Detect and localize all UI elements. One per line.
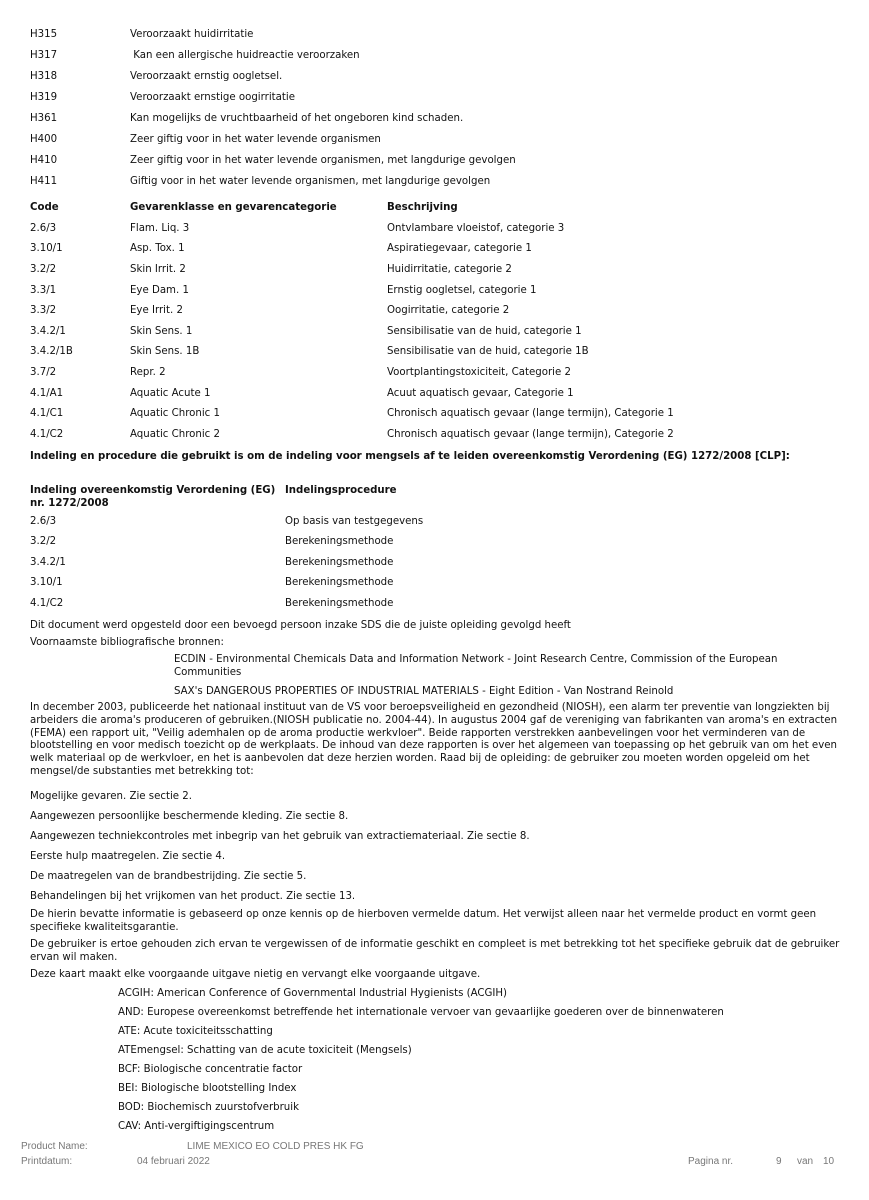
table-row (30, 536, 850, 556)
disclaimer-text: De hierin bevatte informatie is gebaseerd op onze kennis op de hierboven vermelde datum. Het verwijst alleen naar het vermelde product en vormt geen specifieke kwaliteitsgarantie. (30, 909, 817, 933)
table-cell: 3.2/2 (30, 264, 57, 275)
table-row (30, 557, 850, 577)
abbreviation-item: AND: Europese overeenkomst betreffende het internationale vervoer van gevaarlijke goederen over de binnenwateren (118, 1007, 724, 1018)
header-code: Code (30, 202, 59, 213)
table-row (30, 598, 850, 618)
table-cell: Op basis van testgegevens (285, 516, 424, 527)
table-row (30, 285, 850, 305)
table-cell: Berekeningsmethode (285, 598, 394, 609)
hazard-code: H411 (30, 176, 58, 187)
table-cell: Flam. Liq. 3 (130, 223, 190, 234)
table-cell: 3.4.2/1 (30, 557, 66, 568)
table-row (30, 264, 850, 284)
header-class: Gevarenklasse en gevarencategorie (130, 202, 337, 213)
hazard-text: Veroorzaakt huidirritatie (130, 29, 254, 40)
table-cell: 3.7/2 (30, 367, 57, 378)
training-item: Aangewezen persoonlijke beschermende kleding. Zie sectie 8. (30, 811, 349, 822)
sources-label: Voornaamste bibliografische bronnen: (30, 637, 224, 648)
hazard-text: Giftig voor in het water levende organismen, met langdurige gevolgen (130, 176, 491, 187)
table-cell: Aspiratiegevaar, categorie 1 (387, 243, 532, 254)
hazard-text: Kan een allergische huidreactie veroorzaken (130, 50, 360, 61)
table-cell: Skin Irrit. 2 (130, 264, 186, 275)
abbreviation-item: BOD: Biochemisch zuurstofverbruik (118, 1102, 299, 1113)
abbreviation-item: ATE: Acute toxiciteitsschatting (118, 1026, 273, 1037)
hazard-code: H410 (30, 155, 58, 166)
table-cell: Oogirritatie, categorie 2 (387, 305, 510, 316)
abbreviation-item: BCF: Biologische concentratie factor (118, 1064, 303, 1075)
table-cell: 2.6/3 (30, 516, 57, 527)
footer-product-name: LIME MEXICO EO COLD PRES HK FG (187, 1141, 364, 1152)
table-cell: 3.10/1 (30, 577, 63, 588)
hazard-code: H318 (30, 71, 58, 82)
source-sax: SAX's DANGEROUS PROPERTIES OF INDUSTRIAL MATERIALS - Eight Edition - Van Nostrand Reinold (174, 686, 674, 697)
table-row (30, 223, 850, 243)
niosh-paragraph: In december 2003, publiceerde het nationaal instituut van de VS voor beroepsveiligheid en gezondheid (NIOSH), een alarm ter preventie van longziekten bij arbeiders die aroma's produceren of gebruiken.(NIOSH publicatie no. 2004-44). In augustus 2004 gaf de vereniging van fabrikanten van aroma's en extracten (FEMA) een rapport uit, "Veilig ademhalen op de aroma productie werkvloer". Beide rapporten verstrekken aanbevelingen voor het verminderen van de blootstelling en voor medisch toezicht op de werkplaats. De inhoud van deze rapporten is over het algemeen van toepassing op het gebruik van om het even welk materiaal op de werkvloer, en het is aanbevolen dat deze herzien worden. Raad bij de opleiding: de gebruiker zou moeten worden opgeleid om het mengsel/de substanties met betrekking tot: (30, 702, 838, 777)
hazard-statement (30, 155, 850, 175)
table-cell: Aquatic Chronic 2 (130, 429, 220, 440)
table-row (30, 243, 850, 263)
table-cell: 4.1/C2 (30, 429, 64, 440)
table-cell: Skin Sens. 1 (130, 326, 193, 337)
footer-print-label: Printdatum: (21, 1156, 73, 1167)
table-cell: 3.3/2 (30, 305, 57, 316)
table-cell: Sensibilisatie van de huid, categorie 1 (387, 326, 582, 337)
footer-page-current: 9 (776, 1156, 782, 1167)
footer-page-of: van (797, 1156, 814, 1167)
table-cell: Repr. 2 (130, 367, 166, 378)
hazard-statement (30, 71, 850, 91)
table-cell: Skin Sens. 1B (130, 346, 200, 357)
table-cell: 3.2/2 (30, 536, 57, 547)
table-cell: Eye Dam. 1 (130, 285, 189, 296)
hazard-text: Zeer giftig voor in het water levende organismen, met langdurige gevolgen (130, 155, 516, 166)
training-item: Eerste hulp maatregelen. Zie sectie 4. (30, 851, 226, 862)
table-cell: Eye Irrit. 2 (130, 305, 183, 316)
class-table-header (30, 202, 850, 222)
source-ecdin: ECDIN - Environmental Chemicals Data and Information Network - Joint Research Centre, Commission of the European Communities (174, 654, 778, 678)
table-cell: Chronisch aquatisch gevaar (lange termijn), Categorie 1 (387, 408, 674, 419)
hazard-statement (30, 50, 850, 70)
footer-page-label: Pagina nr. (688, 1156, 734, 1167)
training-item: Behandelingen bij het vrijkomen van het product. Zie sectie 13. (30, 891, 356, 902)
table-cell: Huidirritatie, categorie 2 (387, 264, 512, 275)
table-cell: 3.10/1 (30, 243, 63, 254)
procedure-col2-header: Indelingsprocedure (285, 485, 397, 496)
hazard-text: Veroorzaakt ernstige oogirritatie (130, 92, 295, 103)
hazard-statement (30, 113, 850, 133)
abbreviation-item: ATEmengsel: Schatting van de acute toxiciteit (Mengsels) (118, 1045, 412, 1056)
hazard-code: H317 (30, 50, 58, 61)
table-cell: Aquatic Acute 1 (130, 388, 211, 399)
table-row (30, 326, 850, 346)
table-row (30, 388, 850, 408)
table-row (30, 516, 850, 536)
table-cell: Asp. Tox. 1 (130, 243, 185, 254)
footer-page-total: 10 (823, 1156, 835, 1167)
training-item: Aangewezen techniekcontroles met inbegrip van het gebruik van extractiemateriaal. Zie sectie 8. (30, 831, 530, 842)
table-cell: Ontvlambare vloeistof, categorie 3 (387, 223, 565, 234)
supersedes-text: Deze kaart maakt elke voorgaande uitgave nietig en vervangt elke voorgaande uitgave. (30, 969, 481, 980)
hazard-text: Zeer giftig voor in het water levende organismen (130, 134, 381, 145)
prepared-by-text: Dit document werd opgesteld door een bevoegd persoon inzake SDS die de juiste opleiding gevolgd heeft (30, 620, 571, 631)
table-cell: 4.1/A1 (30, 388, 64, 399)
table-row (30, 367, 850, 387)
hazard-statement (30, 134, 850, 154)
table-cell: Berekeningsmethode (285, 557, 394, 568)
abbreviation-item: ACGIH: American Conference of Governmental Industrial Hygienists (ACGIH) (118, 988, 508, 999)
hazard-text: Kan mogelijks de vruchtbaarheid of het ongeboren kind schaden. (130, 113, 464, 124)
table-cell: Acuut aquatisch gevaar, Categorie 1 (387, 388, 574, 399)
procedure-heading: Indeling en procedure die gebruikt is om de indeling voor mengsels af te leiden overeenkomstig Verordening (EG) 1272/2008 [CLP]: (30, 451, 790, 462)
table-cell: Chronisch aquatisch gevaar (lange termijn), Categorie 2 (387, 429, 674, 440)
table-cell: 3.4.2/1 (30, 326, 66, 337)
procedure-col1-header: Indeling overeenkomstig Verordening (EG) nr. 1272/2008 (30, 485, 276, 509)
footer-print-date: 04 februari 2022 (137, 1156, 210, 1167)
abbreviation-item: BEI: Biologische blootstelling Index (118, 1083, 297, 1094)
hazard-code: H400 (30, 134, 58, 145)
table-cell: Voortplantingstoxiciteit, Categorie 2 (387, 367, 571, 378)
table-row (30, 577, 850, 597)
table-cell: Ernstig oogletsel, categorie 1 (387, 285, 537, 296)
table-cell: Berekeningsmethode (285, 577, 394, 588)
table-cell: 4.1/C1 (30, 408, 64, 419)
table-row (30, 429, 850, 449)
hazard-code: H361 (30, 113, 58, 124)
training-item: Mogelijke gevaren. Zie sectie 2. (30, 791, 193, 802)
disclaimer-text: De gebruiker is ertoe gehouden zich ervan te vergewissen of de informatie geschikt en compleet is met betrekking tot het specifieke gebruik dat de gebruiker ervan wil maken. (30, 939, 840, 963)
header-description: Beschrijving (387, 202, 458, 213)
hazard-code: H315 (30, 29, 58, 40)
table-cell: Sensibilisatie van de huid, categorie 1B (387, 346, 589, 357)
training-item: De maatregelen van de brandbestrijding. Zie sectie 5. (30, 871, 307, 882)
table-cell: Aquatic Chronic 1 (130, 408, 220, 419)
table-cell: Berekeningsmethode (285, 536, 394, 547)
table-row (30, 305, 850, 325)
table-row (30, 346, 850, 366)
table-cell: 3.3/1 (30, 285, 57, 296)
hazard-statement (30, 29, 850, 49)
hazard-statement (30, 92, 850, 112)
hazard-text: Veroorzaakt ernstig oogletsel. (130, 71, 283, 82)
hazard-statement (30, 176, 850, 196)
table-row (30, 408, 850, 428)
table-cell: 4.1/C2 (30, 598, 64, 609)
hazard-code: H319 (30, 92, 58, 103)
abbreviation-item: CAV: Anti-vergiftigingscentrum (118, 1121, 275, 1132)
table-cell: 2.6/3 (30, 223, 57, 234)
footer-product-label: Product Name: (21, 1141, 88, 1152)
table-cell: 3.4.2/1B (30, 346, 73, 357)
